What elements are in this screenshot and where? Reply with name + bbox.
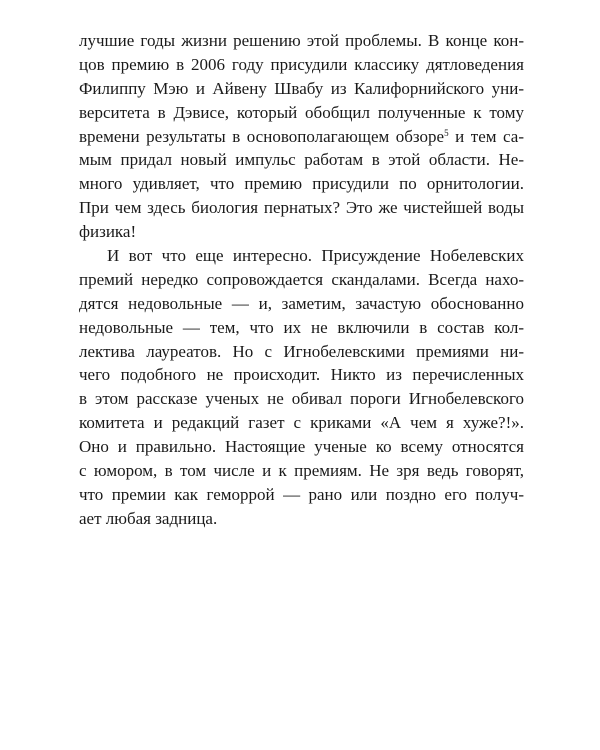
text-line: Филиппу Мэю и Айвену Швабу из Калифорнийского уни- <box>79 78 524 98</box>
text-line <box>79 125 524 149</box>
text-line: с юмором, в том числе и к премиям. Не зря ведь говорят, <box>79 461 524 481</box>
text-line: лучшие годы жизни решению этой проблемы. В конце кон- <box>79 31 524 50</box>
text-fragment: и тем са- <box>448 126 524 146</box>
text-line: недовольные — тем, что их не включили в состав кол- <box>79 317 524 337</box>
footnote-marker: 5 <box>444 127 449 138</box>
text-line: в этом рассказе ученых не обивал пороги Игнобелевского <box>79 389 524 409</box>
text-line: цов премию в 2006 году присудили классику дятловедения <box>79 54 524 74</box>
text-line: много удивляет, что премию присудили по орнитологии. <box>79 174 524 194</box>
paragraph-2 <box>79 244 524 531</box>
text-line: физика! <box>79 222 137 242</box>
text-line: ает любая задница. <box>79 508 218 528</box>
paragraph-1 <box>79 29 524 244</box>
text-line: дятся недовольные — и, заметим, зачастую обоснованно <box>79 293 524 313</box>
text-line: верситета в Дэвисе, который обобщил полученные к тому <box>79 102 524 122</box>
text-fragment: времени результаты в основополагающем обзоре <box>79 126 445 146</box>
body-text <box>79 29 524 531</box>
text-line: комитета и редакций газет с криками «А чем я хуже?!». <box>79 413 524 433</box>
text-line: лектива лауреатов. Но с Игнобелевскими премиями ни- <box>79 341 524 361</box>
text-line: премий нередко сопровождается скандалами. Всегда нахо- <box>79 269 524 289</box>
text-line: Оно и правильно. Настоящие ученые ко всему относятся <box>79 437 524 457</box>
text-line: мым придал новый импульс работам в этой области. Не- <box>79 150 524 170</box>
text-line: При чем здесь биология пернатых? Это же чистейшей воды <box>79 198 524 218</box>
text-line: И вот что еще интересно. Присуждение Нобелевских <box>107 246 524 266</box>
text-line: чего подобного не происходит. Никто из перечисленных <box>79 365 524 385</box>
text-line: что премии как геморрой — рано или поздно его получ- <box>79 484 524 504</box>
